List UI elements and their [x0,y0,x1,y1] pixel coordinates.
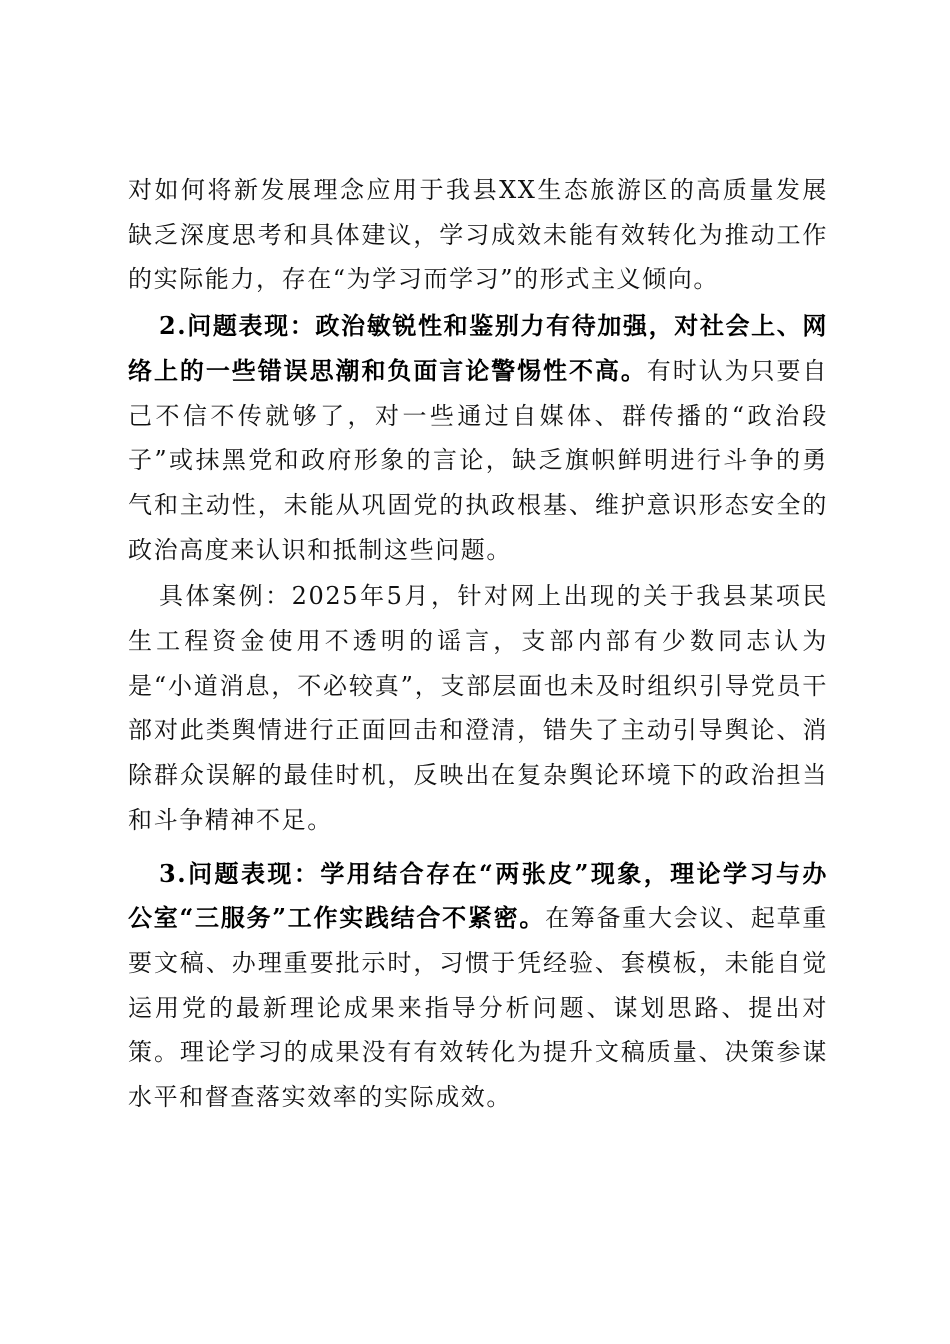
paragraph-problem-2 [128,304,828,572]
paragraph-text: 具体案例：2025年5月，针对网上出现的关于我县某项民生工程资金使用不透明的谣言，支部内部有少数同志认为是“小道消息，不必较真”，支部层面也未及时组织引导党员干部对此类舆情进行正面回击和澄清，错失了主动引导舆论、消除群众误解的最佳时机，反映出在复杂舆论环境下的政治担当和斗争精神不足。 [128,582,828,834]
problem-heading: 2.问题表现：政治敏锐性和鉴别力有待加强，对社会上、网络上的一些错误思潮和负面言论警惕性不高。 [128,311,828,385]
paragraph-text: 对如何将新发展理念应用于我县XX生态旅游区的高质量发展缺乏深度思考和具体建议，学习成效未能有效转化为推动工作的实际能力，存在“为学习而学习”的形式主义倾向。 [128,176,828,294]
paragraph-text: 有时认为只要自己不信不传就够了，对一些通过自媒体、群传播的“政治段子”或抹黑党和政府形象的言论，缺乏旗帜鲜明进行斗争的勇气和主动性，未能从巩固党的执政根基、维护意识形态安全的政治高度来认识和抵制这些问题。 [128,356,828,564]
paragraph-text: 在筹备重大会议、起草重要文稿、办理重要批示时，习惯于凭经验、套模板，未能自觉运用党的最新理论成果来指导分析问题、谋划思路、提出对策。理论学习的成果没有有效转化为提升文稿质量、决策参谋水平和督查落实效率的实际成效。 [128,904,828,1112]
paragraph-case [128,574,828,842]
problem-heading: 3.问题表现：学用结合存在“两张皮”现象，理论学习与办公室“三服务”工作实践结合不紧密。 [128,858,828,933]
paragraph-problem-3 [128,852,828,1120]
paragraph-continuation [128,168,828,302]
document-body [128,168,828,1120]
